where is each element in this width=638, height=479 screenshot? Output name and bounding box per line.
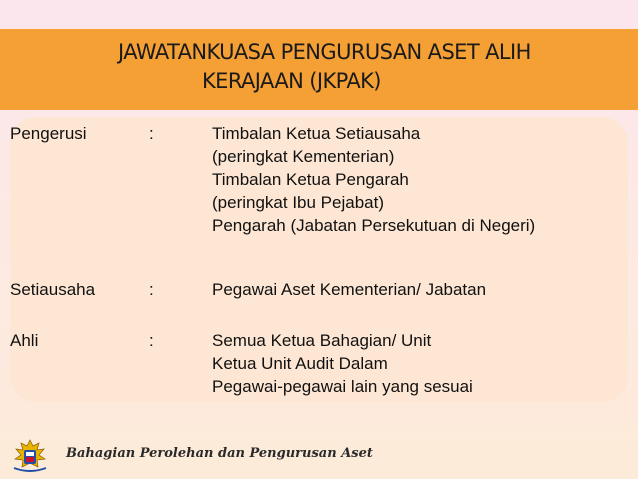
row-colon: :: [149, 124, 154, 143]
value-line: Timbalan Ketua Setiausaha: [212, 124, 421, 143]
value-line: (peringkat Kementerian): [212, 147, 395, 166]
value-line: Pegawai Aset Kementerian/ Jabatan: [212, 280, 487, 299]
footer-department: Bahagian Perolehan dan Pengurusan Aset: [66, 446, 373, 461]
row-label: Setiausaha: [10, 280, 96, 299]
value-line: Pengarah (Jabatan Persekutuan di Negeri): [212, 216, 536, 235]
row-colon: :: [149, 280, 154, 299]
row-value: [212, 122, 535, 237]
row-label: Pengerusi: [10, 124, 87, 143]
value-line: (peringkat Ibu Pejabat): [212, 193, 384, 212]
government-crest-icon: [10, 437, 50, 473]
row-value: [212, 329, 473, 398]
slide-title-line-1: JAWATANKUASA PENGURUSAN ASET ALIH: [118, 40, 531, 64]
row-value: [212, 278, 486, 301]
value-line: Timbalan Ketua Pengarah: [212, 170, 409, 189]
slide-title-line-2: KERAJAAN (JKPAK): [202, 69, 381, 93]
value-line: Ketua Unit Audit Dalam: [212, 354, 388, 373]
value-line: Pegawai-pegawai lain yang sesuai: [212, 377, 473, 396]
value-line: Semua Ketua Bahagian/ Unit: [212, 331, 432, 350]
row-label: Ahli: [10, 331, 39, 350]
row-colon: :: [149, 331, 154, 350]
